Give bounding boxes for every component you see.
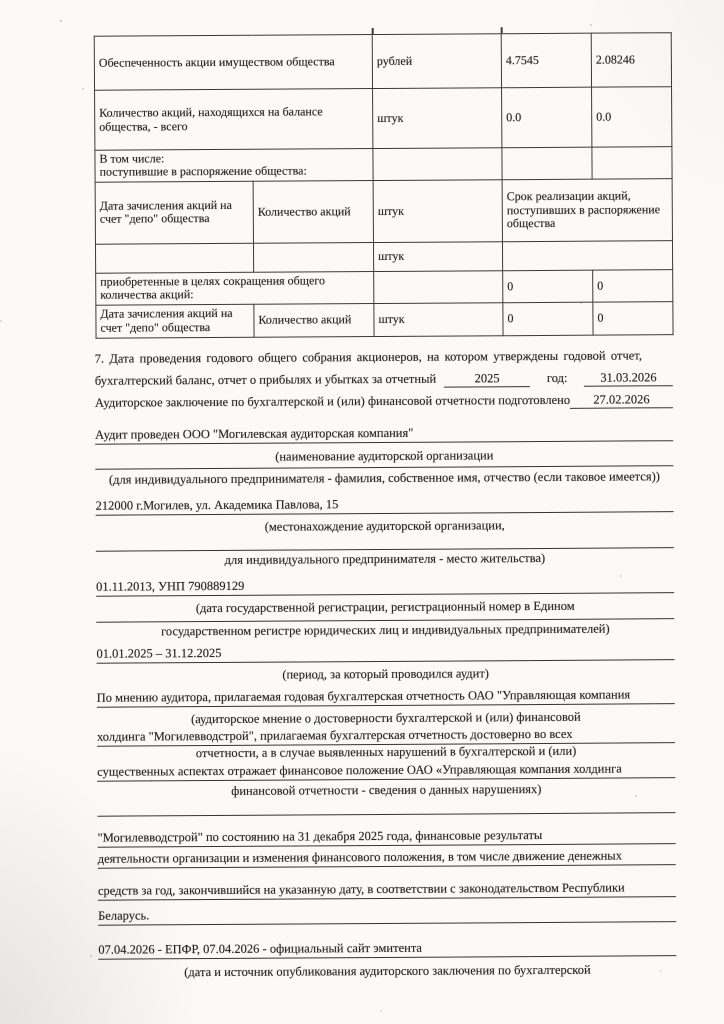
- table-cell-empty: [502, 147, 592, 179]
- table-cell-empty: [95, 243, 253, 273]
- table-cell-unit: штук: [373, 88, 502, 149]
- table-row-depo-values: [96, 301, 673, 338]
- para7-line1: 7. Дата проведения годового общего собрания акционеров, на котором утверждены годовой отчет,: [94, 348, 642, 366]
- table-cell-label: приобретенные в целях сокращения общего количества акций:: [96, 271, 374, 305]
- table-cell-value: 0: [593, 301, 673, 334]
- table-row-shares-on-balance: [95, 87, 672, 151]
- table-cell-unit: штук: [374, 302, 503, 336]
- table-cell-unit: штук: [373, 242, 502, 272]
- caption-auditor-location: (местонахождение аудиторской организации,: [264, 518, 505, 534]
- table-cell-label: Количество акций: [254, 303, 374, 337]
- audit-report-label: Аудиторское заключение по бухгалтерской и (или) финансовой отчетности подготовлено: [94, 392, 571, 410]
- spacer: [436, 371, 444, 388]
- table-cell-value: 0.0: [502, 87, 592, 148]
- table-cell-label: Количество акций, находящихся на балансе общества, - всего: [95, 89, 373, 151]
- table-cell-value: 0: [503, 302, 593, 336]
- opinion-line-7: Беларусь.: [98, 904, 676, 926]
- opinion-line-2: холдинга "Могилевводстрой", прилагаемая бухгалтерская отчетность достоверно во всех: [97, 725, 675, 747]
- caption-entrepreneur-name: (для индивидуального предпринимателя - фамилия, собственное имя, отчество (если таковое имеется)): [108, 469, 660, 487]
- table-cell-empty: [253, 242, 373, 272]
- caption-opinion-3: финансовой отчетности - сведения о данных нарушениях): [231, 781, 542, 798]
- para7-line2-label: бухгалтерский баланс, отчет о прибылях и убытках за отчетный: [94, 371, 437, 388]
- caption-publication: (дата и источник опубликования аудиторского заключения по бухгалтерской: [184, 962, 591, 980]
- table-cell-unit: штук: [373, 180, 502, 243]
- report-year-field: 2025: [444, 370, 530, 388]
- audit-report-line: [95, 391, 673, 412]
- auditor-name-line: Аудит проведен ООО "Могилевская аудиторская компания": [95, 423, 673, 445]
- table-cell-empty: [374, 271, 503, 304]
- caption-opinion-2: отчетности, а в случае выявленных нарушений в бухгалтерской и (или): [195, 743, 577, 761]
- para7-line2: [95, 369, 673, 390]
- caption-entrepreneur-residence: для индивидуального предпринимателя - место жительства): [224, 550, 546, 567]
- caption-opinion-1: (аудиторское мнение о достоверности бухгалтерской и (или) финансовой: [191, 709, 581, 727]
- table-row-including: [95, 147, 672, 182]
- table-cell-empty: [373, 148, 502, 181]
- opinion-line-3: существенных аспектах отражает финансовое положение ОАО «Управляющая компания холдинга: [97, 760, 675, 782]
- agm-date-field: 31.03.2026: [584, 369, 673, 387]
- audit-report-date-field: 27.02.2026: [570, 391, 673, 409]
- table-cell-label: Срок реализации акций, поступивших в распоряжение общества: [502, 179, 672, 242]
- opinion-line-5: деятельности организации и изменения финансового положения, в том числе движение денежных: [98, 847, 676, 869]
- table-cell-line: В том числе:: [99, 151, 165, 166]
- blank-rule: [97, 812, 675, 817]
- table-cell-label: Дата зачисления акций на счет "депо" общества: [95, 181, 253, 244]
- registration-line: 01.11.2013, УНП 790889129: [96, 575, 674, 597]
- caption-auditor-org-name: (наименование аудиторской организации: [275, 448, 494, 464]
- table-row-security-coverage: [94, 33, 671, 91]
- table-cell-label: [95, 149, 373, 183]
- table-cell-label: Количество акций: [253, 180, 373, 243]
- auditor-address-line: 212000 г.Могилев, ул. Академика Павлова, 15: [96, 494, 674, 516]
- table-cell-value: 4.7545: [501, 33, 591, 88]
- table-cell-value: 0.0: [592, 87, 672, 147]
- table-cell-value: 0: [593, 270, 673, 302]
- table-cell-empty: [592, 147, 672, 179]
- caption-audit-period: (период, за который проводился аудит): [282, 666, 489, 682]
- audit-period-line: 01.01.2025 – 31.12.2025: [96, 642, 674, 664]
- opinion-line-1: По мнению аудитора, прилагаемая годовая бухгалтерская отчетность ОАО "Управляющая компания: [97, 686, 675, 708]
- table-cell-empty: [502, 241, 672, 271]
- table-row-unit: [95, 241, 672, 274]
- table-row-depo-header: [95, 179, 672, 245]
- table-cell-value: 2.08246: [591, 33, 671, 87]
- shares-table: [94, 32, 674, 338]
- publication-line: 07.04.2026 - ЕПФР, 07.04.2026 - официальный сайт эмитента: [98, 938, 676, 960]
- table-cell-line: поступившие в распоряжение общества:: [99, 163, 307, 180]
- opinion-line-4: "Могилевводстрой" по состоянию на 31 декабря 2025 года, финансовые результаты: [98, 826, 676, 848]
- caption-registration-1: (дата государственной регистрации, регистрационный номер в Едином: [195, 598, 575, 616]
- caption-registration-2: государственном регистре юридических лиц и индивидуальных предпринимателей): [161, 621, 610, 639]
- table-cell-label: Дата зачисления акций на счет "депо" общества: [96, 304, 254, 338]
- table-cell-label: Обеспеченность акции имуществом общества: [94, 35, 372, 91]
- table-cell-value: 0: [503, 270, 593, 302]
- table-row-acquired-reduction: [96, 270, 673, 305]
- table-cell-unit: рублей: [372, 34, 501, 89]
- opinion-line-6: средств за год, закончившийся на указанную дату, в соответствии с законодательством Республики: [98, 879, 676, 901]
- year-word: год:: [546, 370, 568, 385]
